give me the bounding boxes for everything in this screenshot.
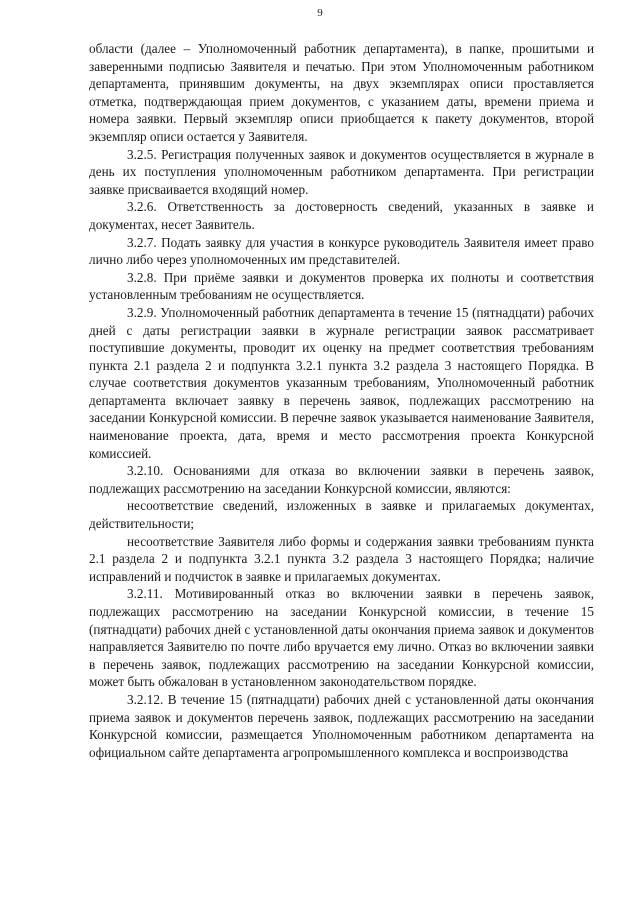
list-item-ground-1: несоответствие сведений, изложенных в заявке и прилагаемых документах, действительности; xyxy=(89,498,594,532)
paragraph-3-2-7: 3.2.7. Подать заявку для участия в конкурсе руководитель Заявителя имеет право лично либо через уполномоченных им представителей. xyxy=(89,234,594,268)
paragraph-3-2-8: 3.2.8. При приёме заявки и документов проверка их полноты и соответствия установленным требованиям не осуществляется. xyxy=(89,269,594,303)
paragraph-continuation: области (далее – Уполномоченный работник департамента), в папке, прошитыми и заверенными подписью Заявителя и печатью. При этом Уполномоченным работником департамента, принявшим документы, на двух экземплярах описи проставляется отметка, подтверждающая прием документов, с указанием даты, времени приема и номера заявки. Первый экземпляр описи приобщается к пакету документов, второй экземпляр описи остается у Заявителя. xyxy=(89,41,594,144)
paragraph-3-2-6: 3.2.6. Ответственность за достоверность сведений, указанных в заявке и документах, несет Заявитель. xyxy=(89,199,594,232)
paragraph-3-2-9: 3.2.9. Уполномоченный работник департамента в течение 15 (пятнадцати) рабочих дней с даты регистрации заявки в журнале регистрации заявок рассматривает поступившие документы, проводит их оценку на предмет соответствия требованиям пункта 2.1 раздела 2 и подпункта 3.2.1 пункта 3.2 раздела 3 настоящего Порядка. В случае соответствия документов указанным требованиям, Уполномоченный работник департамента включает заявку в перечень заявок, подлежащих рассмотрению на заседании Конкурсной комиссии. В перечне заявок указывается наименование Заявителя, наименование проекта, дата, время и место рассмотрения проекта Конкурсной комиссией. xyxy=(89,304,594,461)
paragraph-3-2-11: 3.2.11. Мотивированный отказ во включении заявки в перечень заявок, подлежащих рассмотрению на заседании Конкурсной комиссии, в течение 15 (пятнадцати) рабочих дней с установленной даты окончания приема заявок и документов направляется Заявителю по почте либо вручается ему лично. Отказ во включении заявки в перечень заявок, подлежащих рассмотрению на заседании Конкурсной комиссии, может быть обжалован в установленном законодательством порядке. xyxy=(89,586,594,690)
page-number: 9 xyxy=(317,7,323,19)
paragraph-3-2-10: 3.2.10. Основаниями для отказа во включении заявки в перечень заявок, подлежащих рассмотрению на заседании Конкурсной комиссии, являются: xyxy=(89,463,594,496)
list-item-ground-2: несоответствие Заявителя либо формы и содержания заявки требованиям пункта 2.1 раздела 2 и подпункта 3.2.1 пункта 3.2 раздела 3 настоящего Порядка; наличие исправлений и подчисток в заявке и прилагаемых документах. xyxy=(89,533,594,584)
paragraph-3-2-5: 3.2.5. Регистрация полученных заявок и документов осуществляется в журнале в день их поступления уполномоченным работником департамента. При регистрации заявке присваивается входящий номер. xyxy=(89,146,594,197)
document-body xyxy=(89,40,594,761)
paragraph-3-2-12: 3.2.12. В течение 15 (пятнадцати) рабочих дней с установленной даты окончания приема заявок и документов перечень заявок, подлежащих рассмотрению на заседании Конкурсной комиссии, размещается Уполномоченным работником департамента на официальном сайте департамента агропромышленного комплекса и воспроизводства xyxy=(89,691,594,760)
